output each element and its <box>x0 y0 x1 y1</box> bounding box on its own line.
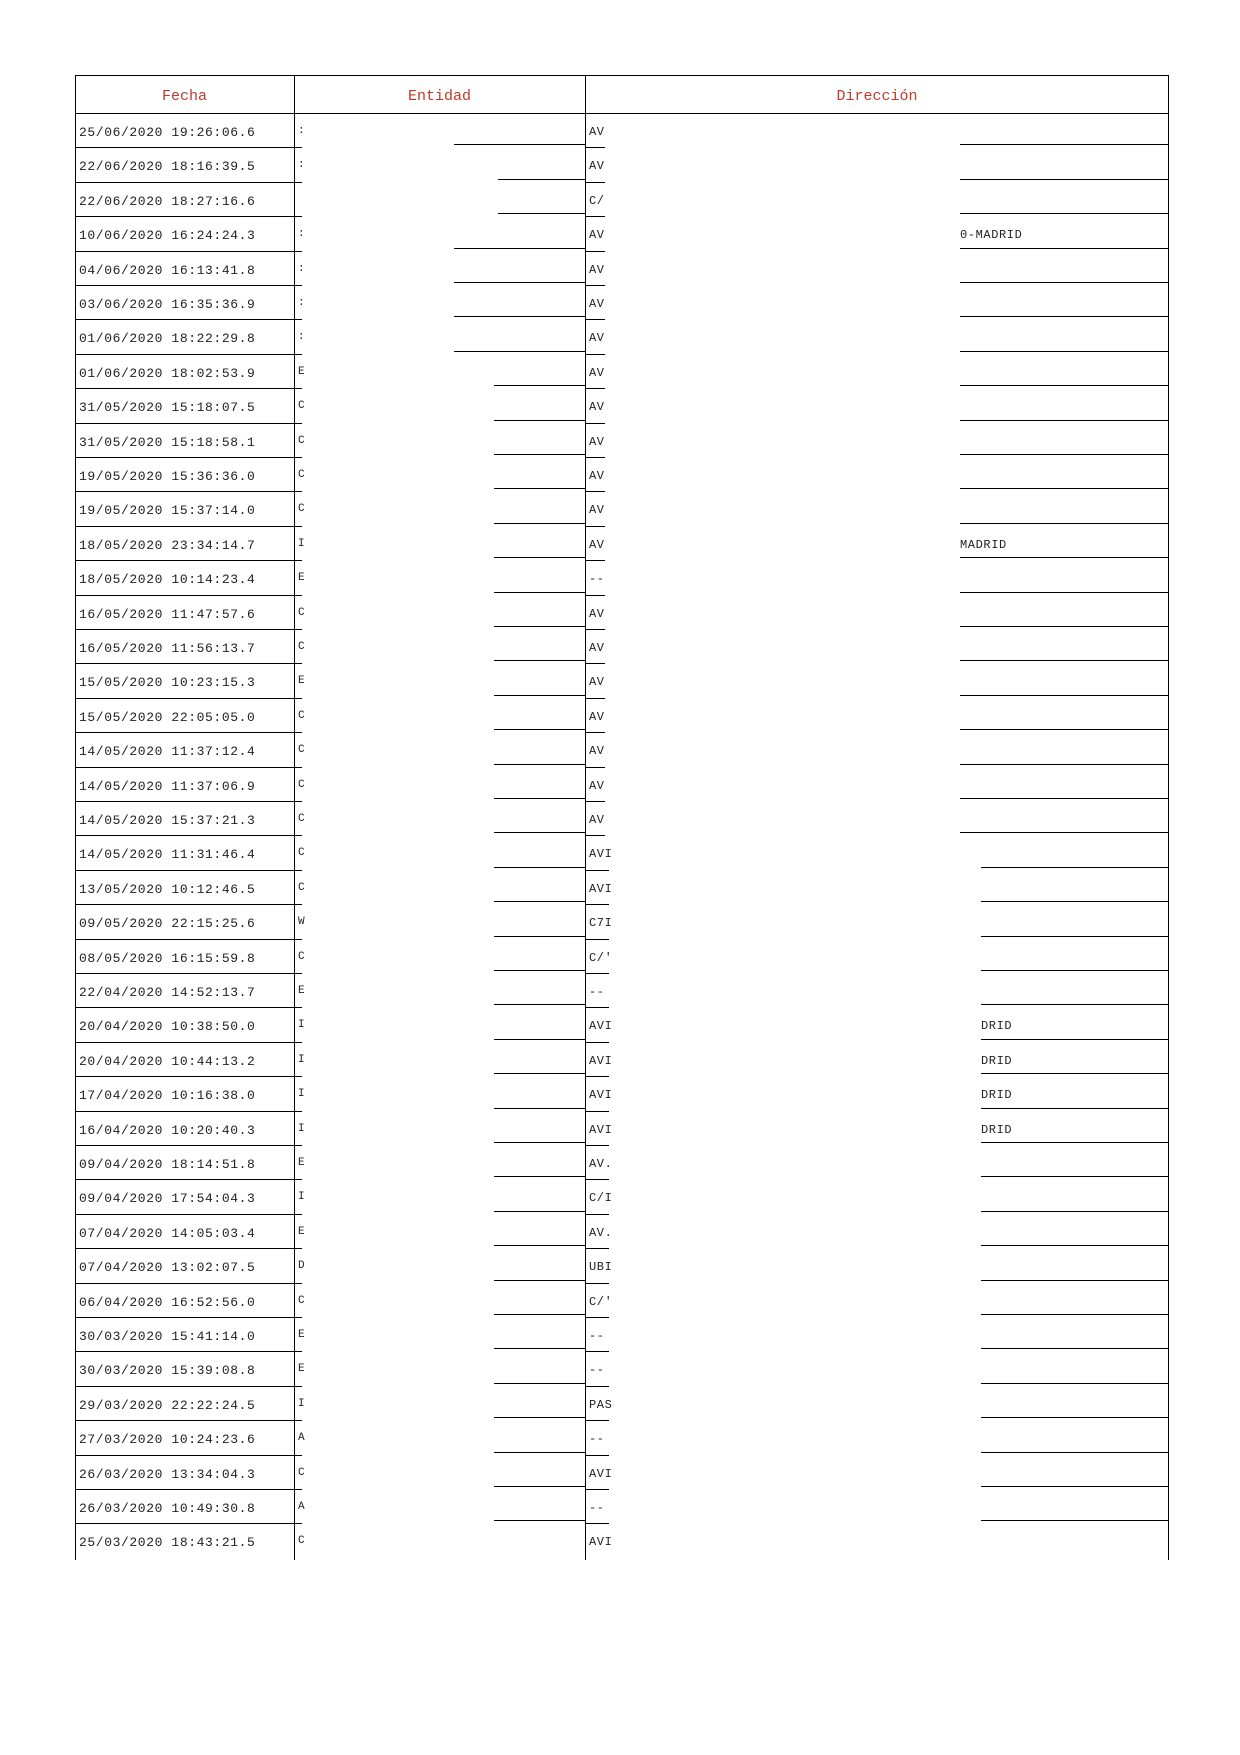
table-row <box>75 663 1169 697</box>
cell-fecha: 19/05/2020 15:37:14.0 <box>79 503 256 519</box>
cell-direccion: AVI <box>589 847 613 862</box>
cell-fecha: 09/04/2020 17:54:04.3 <box>79 1191 256 1207</box>
cell-direccion-end: DRID <box>981 1088 1013 1103</box>
cell-direccion-end: MADRID <box>960 537 1007 552</box>
cell-entidad: C <box>298 503 306 516</box>
cell-entidad: A <box>298 1432 306 1445</box>
cell-entidad: C <box>298 1294 306 1307</box>
cell-entidad-border <box>494 1039 585 1040</box>
cell-direccion-border <box>981 1280 1169 1281</box>
cell-direccion-border <box>960 660 1169 661</box>
cell-entidad-border <box>494 385 585 386</box>
cell-direccion: AVI <box>589 1019 613 1034</box>
cell-entidad: C <box>298 469 306 481</box>
cell-fecha: 01/06/2020 18:22:29.8 <box>79 331 256 347</box>
cell-entidad: C <box>298 950 306 963</box>
cell-direccion: C7I <box>589 916 613 931</box>
cell-direccion-border <box>981 1142 1169 1143</box>
cell-direccion: AV <box>589 778 605 793</box>
cell-direccion: -- <box>589 1432 605 1447</box>
cell-fecha: 31/05/2020 15:18:58.1 <box>79 434 256 450</box>
table-row <box>75 319 1169 353</box>
cell-direccion-border <box>981 1211 1169 1212</box>
cell-entidad-border <box>494 1142 585 1143</box>
cell-direccion-border <box>960 695 1169 696</box>
cell-entidad: E <box>298 985 306 997</box>
cell-entidad: C <box>298 1535 306 1548</box>
cell-entidad: C <box>298 778 306 791</box>
table-row <box>75 216 1169 250</box>
cell-direccion: AV <box>589 125 605 139</box>
cell-entidad: C <box>298 709 306 722</box>
cell-fecha: 09/04/2020 18:14:51.8 <box>79 1157 256 1172</box>
cell-direccion: -- <box>589 572 605 587</box>
cell-entidad: : <box>298 297 306 309</box>
cell-entidad-border <box>494 1245 585 1246</box>
table-row <box>75 1317 1169 1351</box>
cell-direccion-border <box>960 213 1169 214</box>
cell-direccion: AV <box>589 709 605 724</box>
cell-entidad: E <box>298 1363 306 1376</box>
table-row <box>75 1489 1169 1523</box>
cell-fecha: 04/06/2020 16:13:41.8 <box>79 262 256 278</box>
cell-direccion-border <box>960 488 1169 489</box>
cell-direccion: AV <box>589 400 605 415</box>
cell-direccion-border <box>960 523 1169 524</box>
cell-entidad: : <box>298 125 306 137</box>
cell-entidad: W <box>298 916 306 929</box>
table-row <box>75 1386 1169 1420</box>
cell-fecha: 10/06/2020 16:24:24.3 <box>79 228 256 244</box>
cell-entidad: E <box>298 1225 306 1238</box>
cell-entidad: : <box>298 262 306 275</box>
cell-entidad-border <box>494 798 585 799</box>
cell-direccion-border <box>981 1314 1169 1315</box>
cell-direccion-end: DRID <box>981 1053 1013 1068</box>
cell-entidad-border <box>494 1176 585 1177</box>
cell-entidad-border <box>494 970 585 971</box>
cell-direccion: AVI <box>589 1088 613 1103</box>
cell-entidad: I <box>298 1397 306 1410</box>
cell-entidad-border <box>494 1452 585 1453</box>
table-row <box>75 1145 1169 1179</box>
table-row <box>75 457 1169 491</box>
table-row <box>75 354 1169 388</box>
cell-direccion: AV <box>589 297 605 311</box>
cell-direccion-border <box>981 901 1169 902</box>
cell-direccion-border <box>981 1348 1169 1349</box>
table-row <box>75 1523 1169 1557</box>
cell-direccion-border <box>960 729 1169 730</box>
cell-direccion-border <box>960 248 1169 249</box>
cell-direccion-end: 0-MADRID <box>960 228 1023 243</box>
cell-entidad-border <box>494 488 585 489</box>
cell-fecha: 26/03/2020 13:34:04.3 <box>79 1466 256 1482</box>
cell-direccion: AV <box>589 503 605 518</box>
header-direccion: Dirección <box>836 88 918 105</box>
cell-entidad-border <box>494 660 585 661</box>
cell-direccion-border <box>960 316 1169 317</box>
table-row <box>75 526 1169 560</box>
cell-direccion: AV <box>589 228 605 243</box>
cell-direccion-border <box>981 1039 1169 1040</box>
cell-entidad: E <box>298 572 306 585</box>
cell-direccion-border <box>981 867 1169 868</box>
cell-fecha: 25/03/2020 18:43:21.5 <box>79 1535 256 1551</box>
cell-direccion-border <box>981 1176 1169 1177</box>
cell-entidad: E <box>298 675 306 688</box>
cell-direccion: AV <box>589 744 605 759</box>
cell-fecha: 14/05/2020 15:37:21.3 <box>79 813 256 828</box>
cell-entidad: : <box>298 159 306 172</box>
table-row <box>75 595 1169 629</box>
records-table <box>75 75 1169 1560</box>
table-row <box>75 423 1169 457</box>
cell-direccion: AV <box>589 675 605 690</box>
cell-fecha: 20/04/2020 10:38:50.0 <box>79 1019 256 1035</box>
cell-entidad: I <box>298 1053 306 1066</box>
table-row <box>75 285 1169 319</box>
cell-direccion: AV <box>589 159 605 174</box>
cell-fecha: 16/05/2020 11:56:13.7 <box>79 641 256 656</box>
cell-entidad: C <box>298 641 306 653</box>
cell-entidad: A <box>298 1501 306 1513</box>
cell-direccion-border <box>960 420 1169 421</box>
cell-direccion: AV <box>589 606 605 621</box>
cell-direccion-border <box>960 282 1169 283</box>
cell-direccion-border <box>960 764 1169 765</box>
cell-entidad: C <box>298 434 306 447</box>
cell-entidad: C <box>298 744 306 757</box>
cell-entidad: C <box>298 847 306 860</box>
cell-entidad-border <box>494 729 585 730</box>
cell-entidad-border <box>494 523 585 524</box>
cell-direccion: PAS <box>589 1397 613 1412</box>
cell-entidad-border <box>494 1314 585 1315</box>
cell-entidad-border <box>494 1486 585 1487</box>
cell-entidad-border <box>494 1004 585 1005</box>
table-row <box>75 1111 1169 1145</box>
cell-entidad-border <box>494 592 585 593</box>
cell-fecha: 22/06/2020 18:16:39.5 <box>79 159 256 175</box>
cell-direccion: -- <box>589 1363 605 1378</box>
table-row <box>75 113 1169 147</box>
cell-direccion-border <box>960 592 1169 593</box>
cell-fecha: 07/04/2020 14:05:03.4 <box>79 1225 256 1241</box>
cell-entidad-border <box>494 867 585 868</box>
cell-entidad-border <box>454 316 585 317</box>
cell-direccion: AVI <box>589 881 613 896</box>
table-row <box>75 939 1169 973</box>
cell-direccion: AV <box>589 434 605 449</box>
table-row <box>75 560 1169 594</box>
cell-entidad-border <box>494 420 585 421</box>
cell-direccion-border <box>981 1417 1169 1418</box>
table-row <box>75 1420 1169 1454</box>
cell-fecha: 06/04/2020 16:52:56.0 <box>79 1294 256 1310</box>
cell-entidad-border <box>494 1211 585 1212</box>
table-row <box>75 1076 1169 1110</box>
cell-fecha: 22/04/2020 14:52:13.7 <box>79 985 256 1000</box>
cell-entidad-border <box>494 1108 585 1109</box>
cell-fecha: 14/05/2020 11:37:06.9 <box>79 778 256 794</box>
cell-fecha: 19/05/2020 15:36:36.0 <box>79 469 256 484</box>
cell-entidad: E <box>298 1329 306 1341</box>
cell-direccion: AVI <box>589 1535 613 1550</box>
cell-fecha: 16/05/2020 11:47:57.6 <box>79 606 256 622</box>
cell-direccion: AV <box>589 813 605 827</box>
cell-direccion: AV <box>589 262 605 277</box>
cell-entidad: C <box>298 400 306 413</box>
cell-direccion-border <box>981 1108 1169 1109</box>
cell-entidad-border <box>494 1348 585 1349</box>
cell-fecha: 20/04/2020 10:44:13.2 <box>79 1053 256 1069</box>
cell-entidad: I <box>298 1191 306 1204</box>
cell-entidad: I <box>298 1019 306 1032</box>
cell-entidad-border <box>494 557 585 558</box>
cell-direccion-border <box>981 1486 1169 1487</box>
cell-entidad-border <box>494 626 585 627</box>
table-row <box>75 1455 1169 1489</box>
cell-direccion-border <box>960 144 1169 145</box>
cell-direccion: AVI <box>589 1466 613 1481</box>
header-entidad: Entidad <box>407 88 471 105</box>
table-row <box>75 147 1169 181</box>
cell-entidad-border <box>494 1073 585 1074</box>
cell-direccion-border <box>960 832 1169 833</box>
cell-entidad-border <box>494 901 585 902</box>
cell-direccion-border <box>960 557 1169 558</box>
cell-fecha: 31/05/2020 15:18:07.5 <box>79 400 256 416</box>
cell-entidad-border <box>494 1383 585 1384</box>
cell-entidad-border <box>498 213 585 214</box>
cell-direccion-border <box>960 179 1169 180</box>
cell-direccion: AV. <box>589 1225 613 1240</box>
cell-fecha: 08/05/2020 16:15:59.8 <box>79 950 256 966</box>
cell-direccion-border <box>981 1520 1169 1521</box>
cell-entidad-border <box>454 282 585 283</box>
header-fecha: Fecha <box>161 88 207 105</box>
table-row <box>75 1283 1169 1317</box>
cell-entidad-border <box>454 144 585 145</box>
cell-entidad: C <box>298 881 306 894</box>
cell-direccion-border <box>981 1452 1169 1453</box>
cell-direccion: AV <box>589 331 605 346</box>
cell-direccion-border <box>981 1383 1169 1384</box>
table-row <box>75 732 1169 766</box>
cell-entidad-border <box>494 1417 585 1418</box>
cell-direccion: C/' <box>589 1294 613 1309</box>
table-row <box>75 973 1169 1007</box>
cell-entidad: : <box>298 331 306 344</box>
table-row <box>75 1214 1169 1248</box>
cell-entidad: C <box>298 606 306 619</box>
cell-direccion-border <box>981 1073 1169 1074</box>
cell-entidad-border <box>494 832 585 833</box>
table-row <box>75 182 1169 216</box>
table-row <box>75 491 1169 525</box>
cell-direccion-border <box>981 970 1169 971</box>
cell-entidad: D <box>298 1260 306 1273</box>
cell-direccion: C/ <box>589 193 605 208</box>
cell-entidad: C <box>298 1466 306 1479</box>
cell-direccion-end: DRID <box>981 1019 1013 1034</box>
cell-entidad: : <box>298 228 306 241</box>
cell-fecha: 22/06/2020 18:27:16.6 <box>79 193 256 209</box>
cell-fecha: 14/05/2020 11:31:46.4 <box>79 847 256 863</box>
cell-entidad: E <box>298 365 306 378</box>
cell-direccion: AV. <box>589 1157 613 1171</box>
cell-entidad-border <box>498 179 585 180</box>
cell-entidad-border <box>454 351 585 352</box>
cell-fecha: 30/03/2020 15:41:14.0 <box>79 1329 256 1344</box>
cell-direccion-border <box>960 626 1169 627</box>
table-row <box>75 1179 1169 1213</box>
cell-entidad: C <box>298 813 306 825</box>
cell-direccion: -- <box>589 985 605 999</box>
cell-fecha: 09/05/2020 22:15:25.6 <box>79 916 256 932</box>
cell-direccion: C/' <box>589 950 613 965</box>
table-row <box>75 251 1169 285</box>
cell-direccion: AV <box>589 641 605 655</box>
cell-direccion-border <box>960 385 1169 386</box>
cell-entidad-border <box>494 695 585 696</box>
cell-fecha: 18/05/2020 23:34:14.7 <box>79 537 256 553</box>
cell-fecha: 25/06/2020 19:26:06.6 <box>79 125 256 140</box>
table-row <box>75 629 1169 663</box>
cell-entidad-border <box>494 454 585 455</box>
cell-entidad: I <box>298 1122 306 1135</box>
table-row <box>75 698 1169 732</box>
cell-direccion-border <box>960 454 1169 455</box>
cell-direccion: AVI <box>589 1122 613 1137</box>
cell-entidad-border <box>494 936 585 937</box>
cell-entidad-border <box>494 764 585 765</box>
cell-direccion-border <box>981 936 1169 937</box>
cell-direccion: C/I <box>589 1191 613 1206</box>
table-row <box>75 835 1169 869</box>
cell-fecha: 16/04/2020 10:20:40.3 <box>79 1122 256 1138</box>
cell-entidad: I <box>298 537 306 550</box>
cell-direccion: AV <box>589 537 605 552</box>
cell-direccion: -- <box>589 1501 605 1515</box>
cell-fecha: 17/04/2020 10:16:38.0 <box>79 1088 256 1104</box>
cell-fecha: 15/05/2020 10:23:15.3 <box>79 675 256 691</box>
cell-direccion-border <box>960 798 1169 799</box>
cell-entidad-border <box>454 248 585 249</box>
cell-fecha: 27/03/2020 10:24:23.6 <box>79 1432 256 1448</box>
cell-entidad-border <box>494 1520 585 1521</box>
cell-fecha: 26/03/2020 10:49:30.8 <box>79 1501 256 1516</box>
cell-direccion: AV <box>589 469 605 483</box>
cell-direccion-end: DRID <box>981 1122 1013 1137</box>
table-row <box>75 388 1169 422</box>
cell-fecha: 29/03/2020 22:22:24.5 <box>79 1397 256 1413</box>
cell-fecha: 15/05/2020 22:05:05.0 <box>79 709 256 725</box>
cell-direccion-border <box>981 1004 1169 1005</box>
cell-fecha: 01/06/2020 18:02:53.9 <box>79 365 256 381</box>
table-row <box>75 767 1169 801</box>
cell-fecha: 14/05/2020 11:37:12.4 <box>79 744 256 760</box>
cell-direccion: -- <box>589 1329 605 1343</box>
cell-fecha: 30/03/2020 15:39:08.8 <box>79 1363 256 1379</box>
table-row <box>75 801 1169 835</box>
table-row <box>75 1042 1169 1076</box>
cell-fecha: 03/06/2020 16:35:36.9 <box>79 297 256 312</box>
cell-fecha: 07/04/2020 13:02:07.5 <box>79 1260 256 1276</box>
cell-direccion-border <box>981 1245 1169 1246</box>
cell-entidad: E <box>298 1157 306 1169</box>
cell-fecha: 13/05/2020 10:12:46.5 <box>79 881 256 897</box>
table-row <box>75 1351 1169 1385</box>
cell-direccion-border <box>960 351 1169 352</box>
cell-fecha: 18/05/2020 10:14:23.4 <box>79 572 256 588</box>
cell-direccion: AVI <box>589 1053 613 1068</box>
table-row <box>75 904 1169 938</box>
cell-direccion: AV <box>589 365 605 380</box>
cell-direccion: UBI <box>589 1260 613 1275</box>
table-row <box>75 1248 1169 1282</box>
cell-entidad: I <box>298 1088 306 1101</box>
cell-entidad-border <box>494 1280 585 1281</box>
table-row <box>75 1007 1169 1041</box>
table-row <box>75 870 1169 904</box>
